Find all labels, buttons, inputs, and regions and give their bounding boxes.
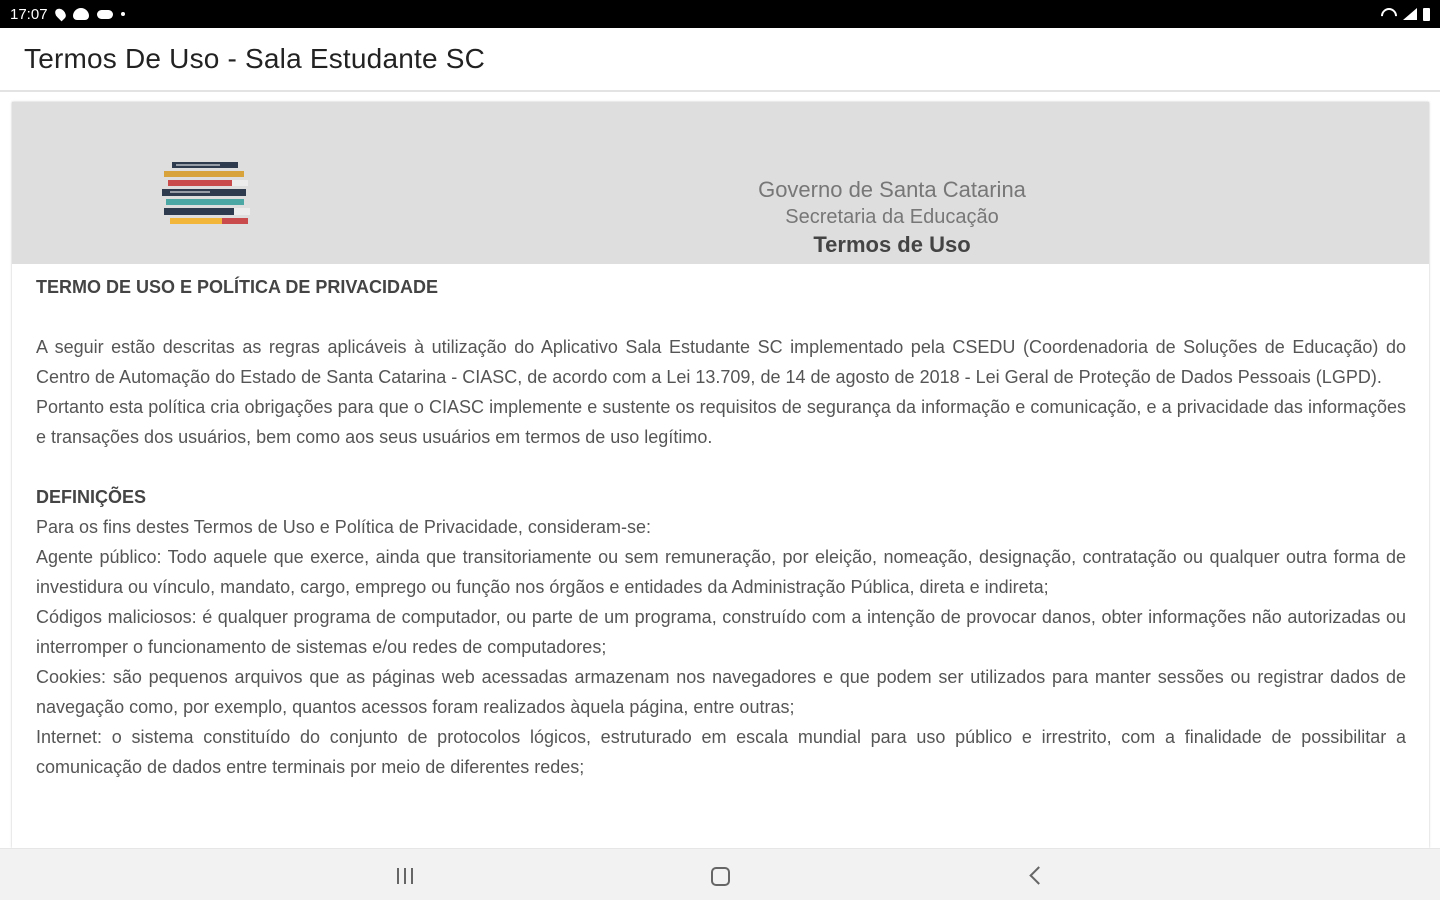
- wifi-icon: [1381, 8, 1397, 20]
- terms-body: [36, 272, 1406, 782]
- page-title: Termos De Uso - Sala Estudante SC: [24, 43, 486, 74]
- header-banner: [12, 102, 1429, 264]
- definition-agente-publico: Agente público: Todo aquele que exerce, ainda que transitoriamente ou sem remuneração, por eleição, nomeação, designação, contratação ou qualquer outra forma de investidura ou vínculo, mandato, cargo, emprego ou função nos órgãos e entidades da Administração Pública, direta e indireta;: [36, 547, 1406, 597]
- section-heading-terms: TERMO DE USO E POLÍTICA DE PRIVACIDADE: [36, 277, 439, 297]
- status-right: [1381, 8, 1430, 21]
- status-time: 17:07: [10, 5, 48, 23]
- battery-icon: [1423, 8, 1430, 21]
- navigation-bar: [0, 848, 1440, 900]
- department-name: Secretaria da Educação: [785, 206, 999, 228]
- notification-dot-icon: [121, 12, 125, 16]
- definition-codigos-maliciosos: Códigos maliciosos: é qualquer programa de computador, ou parte de um programa, construído com a intenção de provocar danos, obter informações não autorizadas ou interromper o funcionamento de sistemas e/ou redes de computadores;: [36, 607, 1406, 657]
- spacer: [36, 452, 1406, 482]
- definitions-intro: Para os fins destes Termos de Uso e Política de Privacidade, consideram-se:: [36, 517, 651, 537]
- spacer: [36, 302, 1406, 332]
- definition-cookies: Cookies: são pequenos arquivos que as páginas web acessadas armazenam nos navegadores e que podem ser utilizados para manter sessões ou registrar dados de navegação como, por exemplo, quantos acessos foram realizados àquela página, entre outras;: [36, 667, 1406, 717]
- section-heading-definitions: DEFINIÇÕES: [36, 487, 147, 507]
- government-name: Governo de Santa Catarina: [758, 177, 1026, 202]
- paragraph-obligations: Portanto esta política cria obrigações para que o CIASC implemente e sustente os requisitos de segurança da informação e comunicação, e a privacidade das informações e transações dos usuários, bem como aos seus usuários em termos de uso legítimo.: [36, 397, 1406, 447]
- weather-icon: [73, 8, 89, 20]
- recents-icon: [397, 868, 413, 884]
- status-bar: [0, 0, 1440, 28]
- books-stack-icon: [162, 162, 254, 224]
- document-title: Termos de Uso: [813, 232, 971, 257]
- home-button[interactable]: [680, 849, 760, 901]
- back-icon: [1029, 866, 1047, 884]
- cloud-icon: [97, 10, 113, 19]
- definition-internet: Internet: o sistema constituído do conjunto de protocolos lógicos, estruturado em escala mundial para uso público e irrestrito, com a finalidade de possibilitar a comunicação de dados entre terminais por meio de diferentes redes;: [36, 727, 1406, 777]
- signal-icon: [1403, 8, 1417, 20]
- header-text: [692, 176, 1092, 260]
- recents-button[interactable]: [365, 849, 445, 901]
- home-icon: [711, 867, 730, 886]
- terms-content[interactable]: [12, 102, 1429, 848]
- back-button[interactable]: [996, 849, 1076, 901]
- paragraph-intro: A seguir estão descritas as regras aplicáveis à utilização do Aplicativo Sala Estudante SC implementado pela CSEDU (Coordenadoria de Soluções de Educação) do Centro de Automação do Estado de Santa Catarina - CIASC, de acordo com a Lei 13.709, de 14 de agosto de 2018 - Lei Geral de Proteção de Dados Pessoais (LGPD).: [36, 337, 1406, 387]
- app-bar: [0, 28, 1440, 92]
- status-left: [10, 6, 125, 23]
- location-pin-icon: [53, 7, 68, 22]
